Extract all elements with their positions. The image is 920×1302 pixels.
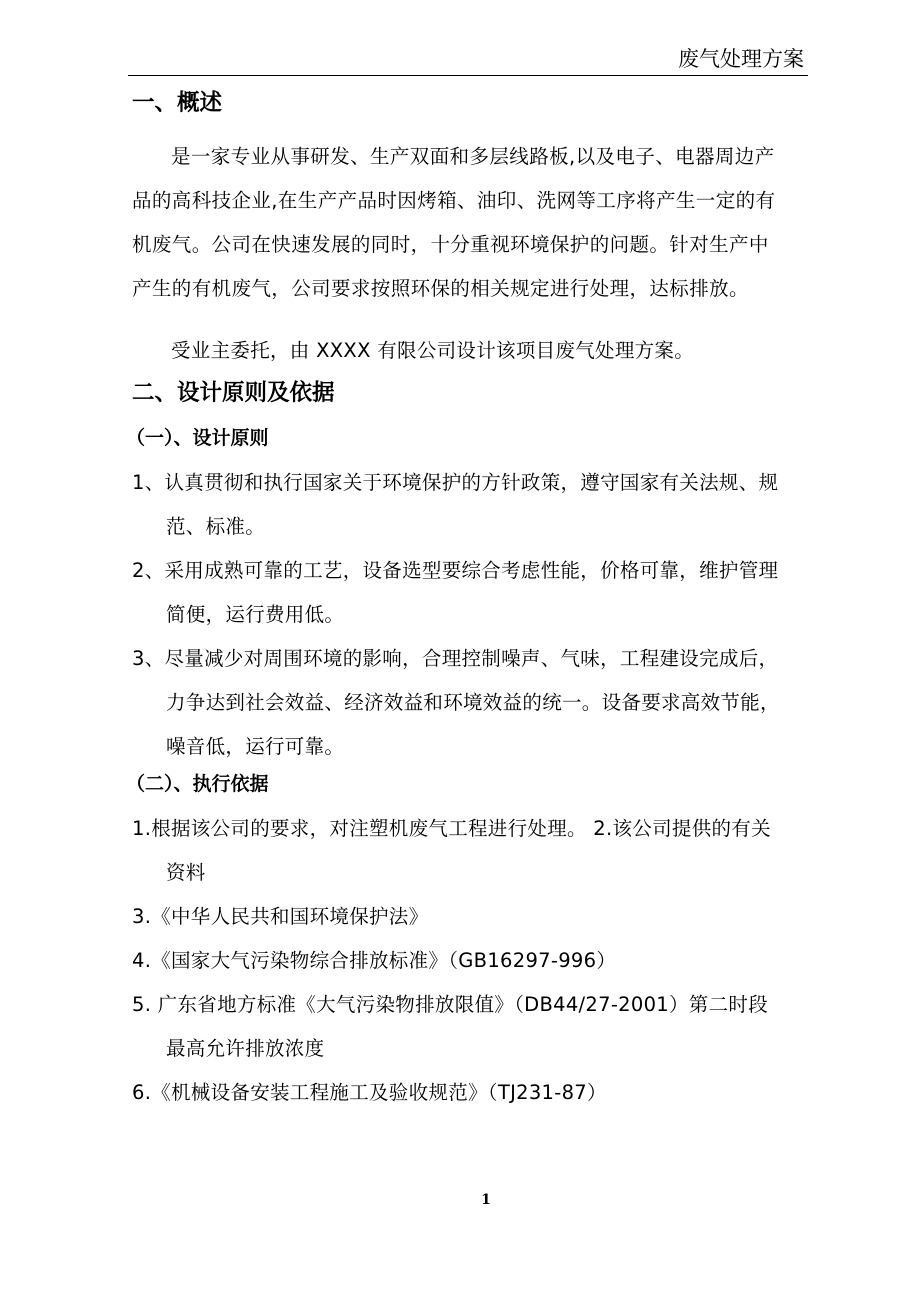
overview-paragraph [132, 135, 832, 311]
document-body [126, 86, 832, 1115]
page-header [128, 44, 808, 76]
paragraph-line: 品的高科技企业,在生产产品时因烤箱、油印、洗网等工序将产生一定的有 [132, 189, 776, 212]
commission-note: 受业主委托，由 XXXX 有限公司设计该项目废气处理方案。 [171, 339, 695, 362]
basis-item-1 [132, 807, 832, 895]
list-line: 1、认真贯彻和执行国家关于环境保护的方针政策，遵守国家有关法规、规 [132, 471, 779, 494]
list-line: 力争达到社会效益、经济效益和环境效益的统一。设备要求高效节能， [166, 691, 780, 714]
section-heading-design: 二、设计原则及依据 [132, 380, 335, 406]
list-line: 噪音低，运行可靠。 [166, 735, 345, 758]
list-line: 最高允许排放浓度 [166, 1037, 325, 1060]
list-line: 5. 广东省地方标准《大气污染物排放限值》（DB44/27-2001）第二时段 [132, 993, 769, 1016]
principle-item-2 [132, 549, 832, 637]
paragraph-line: 产生的有机废气，公司要求按照环保的相关规定进行处理，达标排放。 [132, 277, 749, 300]
paragraph-line: 是一家专业从事研发、生产双面和多层线路板,以及电子、电器周边产 [171, 145, 775, 168]
list-line: 4.《国家大气污染物综合排放标准》（GB16297-996） [132, 949, 617, 972]
paragraph-line: 机废气。公司在快速发展的同时，十分重视环境保护的问题。针对生产中 [132, 233, 769, 256]
list-line: 3.《中华人民共和国环境保护法》 [132, 905, 429, 928]
list-line: 3、尽量减少对周围环境的影响，合理控制噪声、气味，工程建设完成后， [132, 647, 779, 670]
basis-item-6 [132, 1071, 832, 1115]
principle-item-1 [132, 461, 832, 549]
list-line: 范、标准。 [166, 515, 266, 538]
list-line: 6.《机械设备安装工程施工及验收规范》（TJ231-87） [132, 1081, 607, 1104]
subsection-heading-principles: （一）、设计原则 [126, 427, 269, 449]
basis-item-3 [132, 895, 832, 939]
section-heading-overview: 一、概述 [132, 90, 223, 116]
principle-item-3 [132, 637, 832, 769]
page-number: 1 [481, 1192, 491, 1208]
list-line: 1.根据该公司的要求，对注塑机废气工程进行处理。 2.该公司提供的有关 [132, 817, 771, 840]
list-line: 2、采用成熟可靠的工艺，设备选型要综合考虑性能，价格可靠，维护管理 [132, 559, 779, 582]
header-title: 废气处理方案 [678, 47, 804, 71]
list-line: 简便，运行费用低。 [166, 603, 345, 626]
basis-item-4 [132, 939, 832, 983]
list-line: 资料 [166, 861, 206, 884]
basis-item-5 [132, 983, 832, 1071]
subsection-heading-basis: （二）、执行依据 [126, 773, 269, 795]
